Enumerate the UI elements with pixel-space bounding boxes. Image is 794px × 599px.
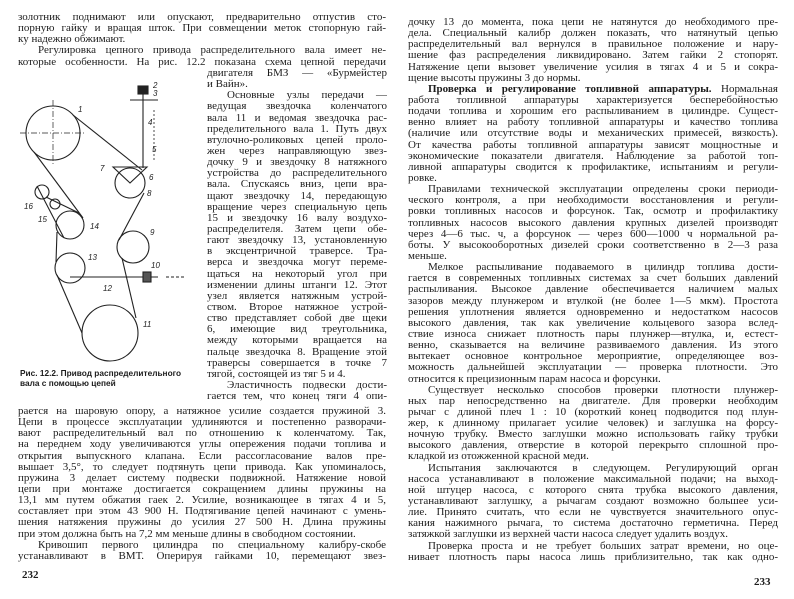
- text-line: относится к прецизионным парам насоса и форсунки.: [408, 373, 661, 385]
- left-page-text-column: [207, 68, 387, 402]
- section-heading: Проверка и регулирование топливной аппаратуры.: [428, 83, 712, 95]
- text-line: ведущая звездочка коленчатого: [207, 101, 387, 113]
- left-page-text-bottom: [18, 406, 386, 562]
- text-line: ческого контроля, а при необходимости восстановления и регули-: [408, 195, 778, 207]
- text-line: порную гайку и вращая шток. При совмещении меток стопорную гай-: [18, 23, 386, 35]
- svg-text:4: 4: [148, 118, 153, 127]
- svg-text:6: 6: [149, 173, 154, 182]
- text-line: ливной аппаратуры сводится к профилактике, испытаниям и регули-: [408, 161, 778, 173]
- text-line: ствие износа снижает плотность пары плунжер—втулка, и, естест-: [408, 328, 778, 340]
- caption-line: вала с помощью цепей: [20, 377, 116, 388]
- text-line: Натяжение цепи вызовет увеличение усилия в тягах 4 и 5 и сокра-: [408, 61, 778, 73]
- text-line: золотник поднимают или опускают, предварительно отпустив сто-: [18, 12, 386, 23]
- right-page-text: [408, 17, 778, 563]
- page-number-left: 232: [22, 569, 39, 581]
- text-line: гают звездочку 13, установленную: [207, 235, 387, 247]
- text-line: втулочно-роликовых цепей проло-: [207, 134, 387, 146]
- spring-assembly: [130, 86, 158, 168]
- svg-text:8: 8: [147, 189, 152, 198]
- text-line: жер, к длинному прилагает усилие человек) и заглушка на форсу-: [408, 418, 778, 430]
- text-line: щаться на некоторый угол при: [207, 268, 387, 280]
- text-line: затяжкой заглушки из верхней части насоса следует удалить воздух.: [408, 529, 728, 541]
- text-line: траверсы совершается в точке 7: [207, 357, 387, 369]
- text-line: составляет при этом 43 900 Н. Подтягивание цепей начинают с умень-: [18, 506, 386, 518]
- text-line: венно влияет на работу топливной аппаратуры и качество топлива: [408, 117, 778, 129]
- svg-text:9: 9: [150, 228, 155, 237]
- text-line: устанавливают в ВМТ. Оперируя гайками 10, перемещают звез-: [18, 550, 386, 562]
- text-line: подачи топлива и хорошим его распыливанием в цилиндре. Сущест-: [408, 106, 778, 118]
- text-line: через 4—6 тыс. ч, а форсунок — через 600—1000 ч нормальной ра-: [408, 228, 778, 240]
- svg-text:7: 7: [100, 164, 105, 173]
- svg-text:16: 16: [24, 202, 33, 211]
- text-line: жен через направляющую звез-: [207, 145, 387, 157]
- svg-text:5: 5: [152, 145, 157, 154]
- text-line: между которыми вращается на: [207, 335, 387, 347]
- text-line: лие. Принято считать, что если не чувствуется значительного опус-: [408, 507, 778, 519]
- text-line: 15 и звездочку 16 валу воздухо-: [207, 212, 387, 224]
- text-line: на переднем ходу увеличиваются углы опережения подачи топлива и: [18, 439, 386, 451]
- text-line: распределителя. Затем цепи обе-: [207, 223, 387, 235]
- text-line: зазоров между плунжером и втулкой (не более 1—5 мкм). Простота: [408, 295, 778, 307]
- text-line: цепи при монтаже достигается сокращением длины пружины на: [18, 483, 386, 495]
- text-line: открытия выпускного клапана. Если рассогласование валов пре-: [18, 450, 386, 462]
- text-line: вытекает основное контрольное мероприятие, определяющее воз-: [408, 351, 778, 363]
- text-line: высокого давления, так как увеличение кольцевого зазора вслед-: [408, 317, 778, 329]
- text-line: Основные узлы передачи —: [227, 90, 387, 102]
- left-page-text-top: [18, 12, 386, 68]
- text-line: Правилами технической эксплуатации определены сроки периоди-: [428, 184, 778, 196]
- text-line: устанавливают заглушку, а рычагам создают возможно большее уси-: [408, 496, 778, 508]
- text-line: От качества работы топливной аппаратуры зависят мощностные и: [408, 139, 778, 151]
- text-line: Кривошип первого цилиндра по специальному калибру-скобе: [38, 539, 386, 551]
- text-line: меньше.: [408, 250, 447, 262]
- text-line: вращение через специальную цепь: [207, 201, 387, 213]
- text-line: 13,1 мм путем обжатия гаек 2. Усилие, возникающее в тягах 4 и 5,: [18, 495, 386, 507]
- sprocket-1: [20, 100, 86, 166]
- text-line: гается тем, что конец тяги 4 опи-: [207, 391, 387, 403]
- svg-text:12: 12: [103, 284, 112, 293]
- text-line: щают звездочку 14, передающую: [207, 190, 387, 202]
- text-line: щение высоты пружины 3 до нормы.: [408, 72, 581, 84]
- text-line: шения натяжения пружины до усилия 27 500 Н. Длина пружины: [18, 517, 386, 529]
- text-line: двигателя БМЗ — «Бурмейстер: [207, 68, 387, 79]
- sprocket-11: [82, 305, 138, 361]
- svg-text:2: 2: [153, 81, 158, 90]
- text-line: венно, сказывается на величине развиваемого давления. Из этого: [408, 340, 778, 352]
- sprocket-13: [55, 253, 85, 283]
- text-line: ночную трубку. Вместо заглушки можно использовать гайку трубки: [408, 429, 778, 441]
- text-line: Эластичность подвески дости-: [227, 379, 387, 391]
- text-line: можность дальнейшей эксплуатации — проверка плотности. Это: [408, 362, 778, 374]
- svg-text:10: 10: [151, 261, 160, 270]
- svg-text:14: 14: [90, 222, 99, 231]
- text-line: топливных насосов высокого давления крупных дизелей производят: [408, 217, 778, 229]
- text-line: узел является натяжным устрой-: [207, 290, 387, 302]
- text-line: дела. Специальный калибр должен показать, что натянутый цепью: [408, 28, 778, 40]
- text-line: Регулировка цепного привода распределительного вала имеет не-: [38, 45, 386, 57]
- text-line: гается в современных топливных системах за счет больших давлений: [408, 273, 778, 285]
- sprocket-15: [50, 199, 60, 209]
- text-line: пределительного вала 1. Путь двух: [207, 123, 387, 135]
- text-line: ство представляет собой две щеки: [207, 313, 387, 325]
- text-line: изменении длины штанги 12. Этот: [207, 279, 387, 291]
- text-line: при этом должна быть на 7,2 мм меньше длины в свободном состоянии.: [18, 528, 356, 540]
- text-line: пружина 3 делает систему подвески подвижной. Натяжение новой: [18, 472, 386, 484]
- text-line: которые особенности. На рис. 12.2 показана схема цепной передачи: [18, 56, 386, 68]
- text-line: 6, имеющие вид треугольника,: [207, 324, 387, 336]
- text-line: шение фаз распределения ликвидировано. Затем гайки 2 стопорят.: [408, 50, 778, 62]
- caption-line: Рис. 12.2. Привод распределительного: [20, 368, 182, 378]
- text-line: верса и звездочка могут переме-: [207, 257, 387, 269]
- text-line: кладкой из отожженной красной меди.: [408, 451, 589, 463]
- text-line: экономические показатели двигателя. Наблюдение за работой топ-: [408, 150, 778, 162]
- text-line: в эксцентричной траверсе. Тра-: [207, 246, 387, 258]
- text-line: дочку 9 и звездочку 8 натяжного: [207, 157, 387, 169]
- figure-labels: [24, 81, 160, 329]
- svg-text:15: 15: [38, 215, 47, 224]
- text-line: рается на шаровую опору, а натяжное усилие создается пружиной 3.: [18, 406, 386, 417]
- svg-text:13: 13: [88, 253, 97, 262]
- text-line: ровке.: [408, 172, 437, 184]
- text-line: Испытания заключаются в следующем. Регулирующий орган: [428, 462, 778, 474]
- text-line: вышает 3,5°, то следует подтянуть цепи привода. Как упоминалось,: [18, 461, 386, 473]
- text-line: устройства до распределительного: [207, 168, 387, 180]
- page-number-right: 233: [754, 576, 771, 588]
- text-line: ных пар непосредственно на двигателе. Для проверки необходим: [408, 395, 778, 407]
- sprocket-14: [56, 211, 84, 239]
- text-line: ровки топливных насосов и форсунок. Так, осмотр и профилактику: [408, 206, 778, 218]
- chains: [34, 115, 144, 333]
- text-line: распыливания. Высокое давление обеспечивается наличием малых: [408, 284, 778, 296]
- text-line: дочку 13 до момента, пока цепи не натянутся до необходимого пре-: [408, 17, 778, 28]
- text-line: Проверка проста и не требует больших затрат времени, но оце-: [428, 540, 778, 552]
- text-line: насоса устанавливают в положение максимальной подачи; на выход-: [408, 473, 778, 485]
- text-line: вала 11 и ведомая звездочка рас-: [207, 112, 387, 124]
- text-line: работа топливной аппаратуры характеризуется бесперебойностью: [408, 94, 778, 106]
- figure-caption: [20, 369, 205, 388]
- text-line: ку надежно обжимают.: [18, 34, 126, 46]
- text-line: высокого давления, отверстие в которой перекрыто сплошной про-: [408, 440, 778, 452]
- text-line: ной штуцер насоса, с которого снята трубка высокого давления,: [408, 484, 778, 496]
- text-line: вают распределительный вал по отношению к коленчатому. Так,: [18, 428, 386, 440]
- text-line: Цепи в процессе эксплуатации удлиняются и постепенно разворачи-: [18, 417, 386, 429]
- text-line: боты. У высокооборотных дизелей сроки соответственно в 2—3 раза: [408, 239, 778, 251]
- text-line: ством. Второе натяжное устрой-: [207, 301, 387, 313]
- text-line: Существует несколько способов проверки плотности плунжер-: [428, 384, 778, 396]
- text-line: [408, 84, 778, 95]
- text-line: рычаг с длиной плеч 1 : 10 (короткий конец подводится под плун-: [408, 406, 778, 418]
- chain-drive-diagram: [10, 80, 200, 370]
- text-line: кания нажимного рычага, то система достаточно герметична. Перед: [408, 518, 778, 530]
- text-line: тягой, состоящей из тяг 5 и 4.: [207, 368, 346, 380]
- text-line: Мелкое распыливание подаваемого в цилиндр топлива дости-: [428, 262, 778, 274]
- text-line: нивает плотность пары насоса лишь приблизительно, так как одно-: [408, 551, 778, 563]
- text-line: и Вайн».: [207, 79, 248, 91]
- svg-text:11: 11: [143, 320, 152, 329]
- text-line: вала. Спускаясь вниз, цепи вра-: [207, 179, 387, 191]
- text-line: решения уплотнения является одновременно и недостатком насосов: [408, 306, 778, 318]
- svg-text:1: 1: [78, 105, 83, 114]
- svg-text:3: 3: [153, 89, 158, 98]
- text-line: распределительный вал вернулся в правильное положение и нару-: [408, 39, 778, 51]
- text-line: (наличие или отсутствие воды и механических примесей, вязкость).: [408, 128, 778, 140]
- text-span: Нормальная: [711, 83, 778, 95]
- text-line: пальце звездочка 8. Вращение этой: [207, 346, 387, 358]
